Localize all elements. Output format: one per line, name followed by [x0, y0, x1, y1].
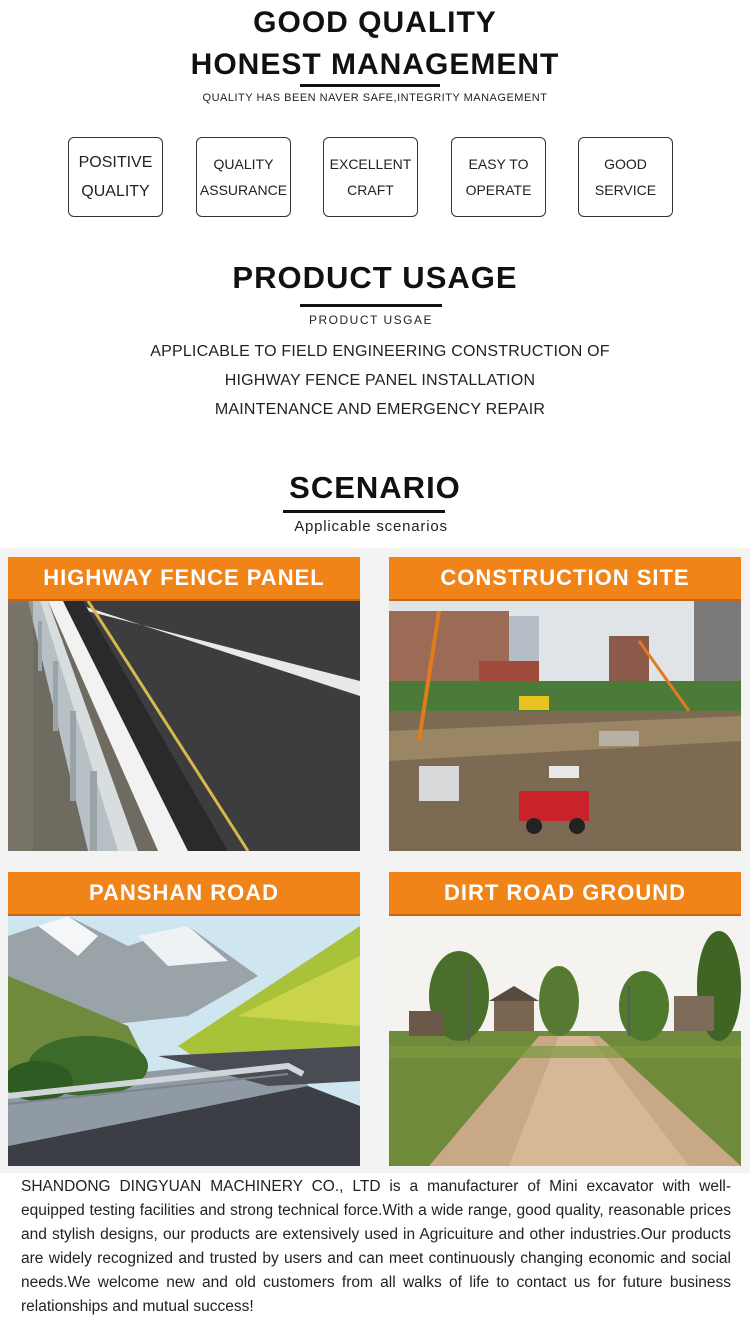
scenario-card-label: DIRT ROAD GROUND — [389, 872, 741, 916]
scenario-card-highway — [8, 557, 360, 851]
feature-label: EXCELLENT CRAFT — [329, 156, 412, 198]
feature-label: QUALITY ASSURANCE — [199, 156, 288, 198]
headline-good-quality: GOOD QUALITY — [253, 6, 497, 39]
feature-label: GOOD SERVICE — [594, 156, 657, 198]
dirt-road-photo — [389, 916, 741, 1166]
feature-good-service — [578, 137, 673, 217]
mountain-road-photo — [8, 916, 360, 1166]
scenario-card-panshan — [8, 872, 360, 1166]
highway-guardrail-photo — [8, 601, 360, 851]
construction-site-photo — [389, 601, 741, 851]
usage-line: HIGHWAY FENCE PANEL INSTALLATION — [224, 372, 536, 389]
feature-label: EASY TO OPERATE — [465, 156, 532, 198]
scenario-card-dirt-road — [389, 872, 741, 1166]
usage-line: APPLICABLE TO FIELD ENGINEERING CONSTRUCTION OF — [150, 343, 610, 360]
scenario-card-construction — [389, 557, 741, 851]
feature-label: POSITIVE QUALITY — [78, 154, 153, 200]
scenario-card-label: PANSHAN ROAD — [8, 872, 360, 916]
product-usage-underline — [300, 304, 442, 307]
feature-easy-to-operate — [451, 137, 546, 217]
scenario-underline — [283, 510, 445, 513]
headline-honest-management: HONEST MANAGEMENT — [190, 48, 560, 81]
feature-positive-quality — [68, 137, 163, 217]
product-usage-subtitle: PRODUCT USGAE — [309, 313, 433, 327]
scenario-card-label: CONSTRUCTION SITE — [389, 557, 741, 601]
scenario-subtitle: Applicable scenarios — [294, 518, 448, 535]
feature-quality-assurance — [196, 137, 291, 217]
usage-line: MAINTENANCE AND EMERGENCY REPAIR — [214, 401, 546, 418]
feature-excellent-craft — [323, 137, 418, 217]
product-usage-title: PRODUCT USAGE — [232, 260, 518, 295]
headline-subtitle: QUALITY HAS BEEN NAVER SAFE,INTEGRITY MANAGEMENT — [202, 92, 548, 104]
scenario-card-label: HIGHWAY FENCE PANEL — [8, 557, 360, 601]
scenario-title: SCENARIO — [289, 470, 461, 505]
company-description: SHANDONG DINGYUAN MACHINERY CO., LTD is a manufacturer of Mini excavator with well-equipped testing facilities and strong technical force.With a wide range, good quality, reasonable prices and stylish designs, our products are extensively used in Agricuiture and other industries.Our products are widely recognized and trusted by users and can meet continuously changing economic and social needs.We welcome new and old customers from all walks of life to contact us for future business relationships and mutual success! — [21, 1178, 731, 1315]
headline-underline — [300, 84, 440, 87]
